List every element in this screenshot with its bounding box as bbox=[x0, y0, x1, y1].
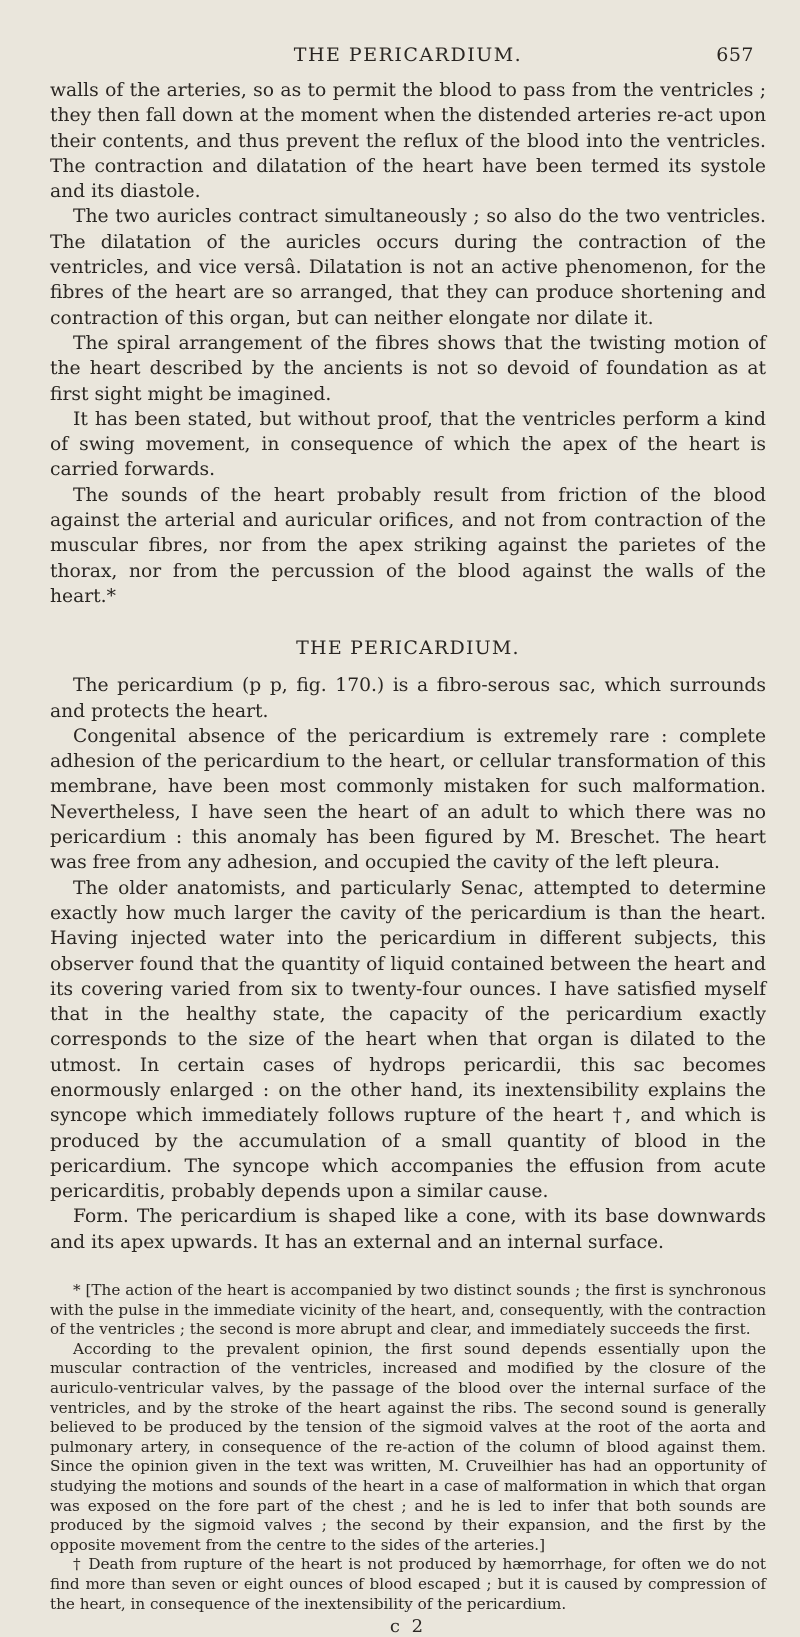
running-header bbox=[50, 44, 766, 78]
footnote: * [The action of the heart is accompanied by two distinct sounds ; the first is synchronous with the pulse in the immediate vicinity of the heart, and, consequently, with the contraction of the ventricles ; the second is more abrupt and clear, and immediately succeeds the first. bbox=[50, 1281, 766, 1339]
running-title: THE PERICARDIUM. bbox=[293, 44, 523, 66]
body-paragraph: The two auricles contract simultaneously ; so also do the two ventricles. The dilatation of the auricles occurs during the contraction of the ventricles, and vice versâ. Dilatation is not an active phenomenon, for the fibres of the heart are so arranged, that they can produce shortening and contraction of this organ, but can neither elongate nor dilate it. bbox=[50, 206, 766, 329]
section-heading: THE PERICARDIUM. bbox=[296, 637, 520, 660]
section-paragraph: Congenital absence of the pericardium is extremely rare : complete adhesion of the pericardium to the heart, or cellular transformation of this membrane, have been most commonly mistaken for such malformation. Nevertheless, I have seen the heart of an adult to which there was no pericardium : this anomaly has been figured by M. Breschet. The heart was free from any adhesion, and occupied the cavity of the left pleura. bbox=[50, 725, 766, 874]
signature-mark: c 2 bbox=[389, 1616, 427, 1637]
footnote: † Death from rupture of the heart is not produced by hæmorrhage, for often we do not find more than seven or eight ounces of blood escaped ; but it is caused by compression of the heart, in consequence of the inextensibility of the pericardium. bbox=[50, 1555, 766, 1613]
footnote: According to the prevalent opinion, the first sound depends essentially upon the muscular contraction of the ventricles, increased and modified by the closure of the auriculo-ventricular valves, by the passage of the blood over the internal surface of the ventricles, and by the stroke of the heart against the ribs. The second sound is generally believed to be produced by the tension of the sigmoid valves at the root of the aorta and pulmonary artery, in consequence of the re-action of the column of blood against them. Since the opinion given in the text was written, M. Cruveilhier has had an opportunity of studying the motions and sounds of the heart in a case of malformation in which that organ was exposed on the fore part of the chest ; and he is led to infer that both sounds are produced by the sigmoid valves ; the second by their expansion, and the first by the opposite movement from the centre to the sides of the arteries.] bbox=[50, 1339, 766, 1554]
main-text bbox=[50, 78, 766, 1255]
body-paragraph: The spiral arrangement of the fibres shows that the twisting motion of the heart described by the ancients is not so devoid of foundation as at first sight might be imagined. bbox=[50, 332, 766, 405]
body-paragraph: It has been stated, but without proof, that the ventricles perform a kind of swing movement, in consequence of which the apex of the heart is carried forwards. bbox=[50, 408, 766, 481]
body-paragraph: The sounds of the heart probably result from friction of the blood against the arterial and auricular orifices, and not from contraction of the muscular fibres, nor from the apex striking against the parietes of the thorax, nor from the percussion of the blood against the walls of the heart.* bbox=[50, 484, 766, 607]
section-paragraph: The pericardium (p p, fig. 170.) is a fibro-serous sac, which surrounds and protects the heart. bbox=[50, 675, 766, 722]
page-number: 657 bbox=[716, 44, 754, 66]
body-paragraph: walls of the arteries, so as to permit the blood to pass from the ventricles ; they then fall down at the moment when the distended arteries re-act upon their contents, and thus prevent the reflux of the blood into the ventricles. The contraction and dilatation of the heart have been termed its systole and its diastole. bbox=[50, 80, 766, 203]
section-paragraph: Form. The pericardium is shaped like a cone, with its base downwards and its apex upwards. It has an external and an internal surface. bbox=[50, 1206, 766, 1253]
section-paragraph: The older anatomists, and particularly Senac, attempted to determine exactly how much larger the cavity of the pericardium is than the heart. Having injected water into the pericardium in different subjects, this observer found that the quantity of liquid contained between the heart and its covering varied from six to twenty-four ounces. I have satisfied myself that in the healthy state, the capacity of the pericardium exactly corresponds to the size of the heart when that organ is dilated to the utmost. In certain cases of hydrops pericardii, this sac becomes enormously enlarged : on the other hand, its inextensibility explains the syncope which immediately follows rupture of the heart †, and which is produced by the accumulation of a small quantity of blood in the pericardium. The syncope which accompanies the effusion from acute pericarditis, probably depends upon a similar cause. bbox=[50, 877, 766, 1203]
footnotes bbox=[50, 1281, 766, 1614]
